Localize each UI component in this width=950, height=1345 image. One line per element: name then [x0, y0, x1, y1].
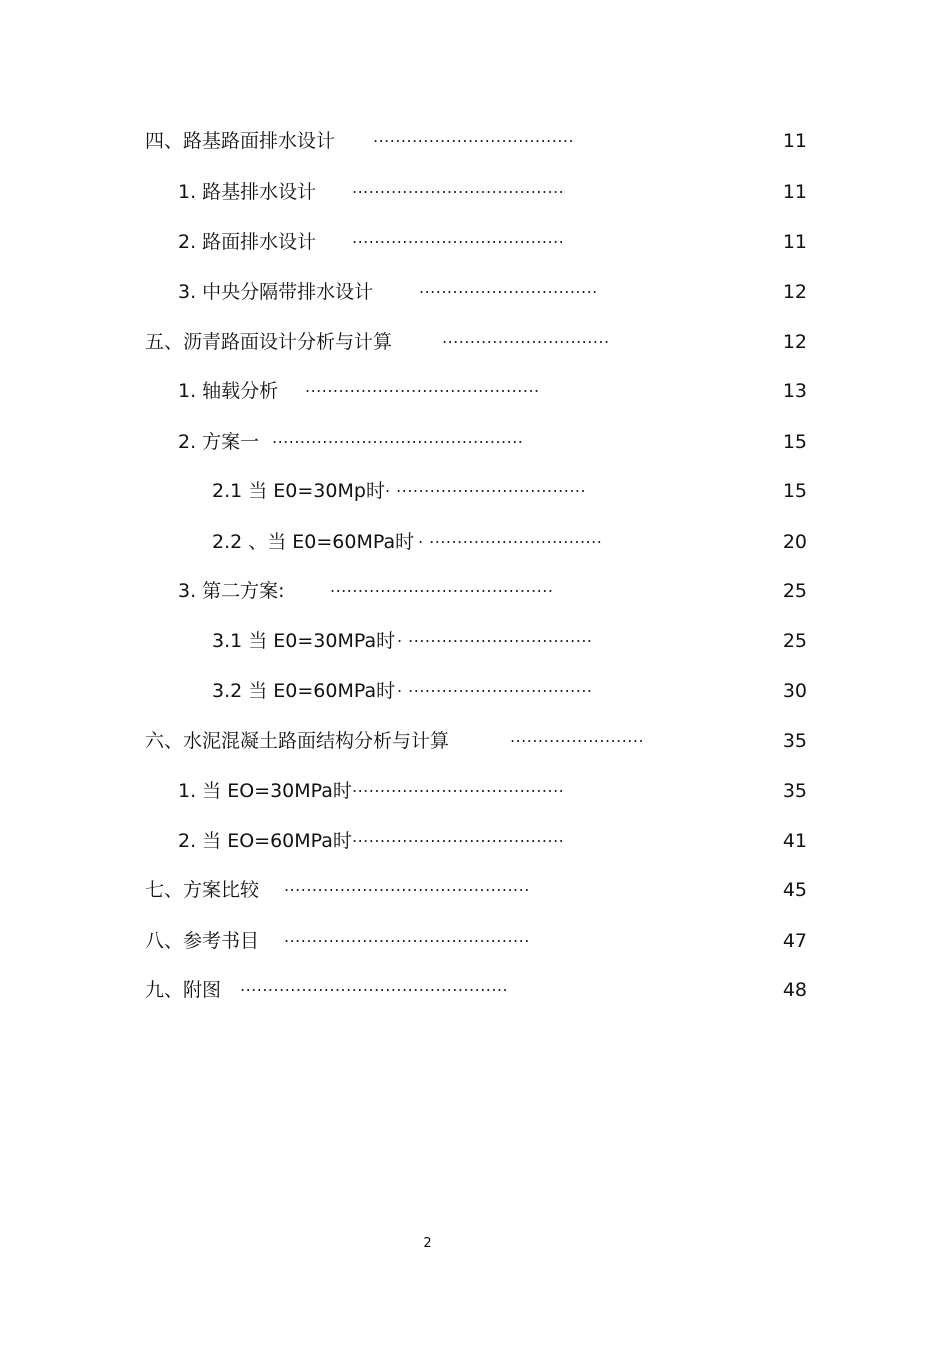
toc-entry-label: 2. 当 EO=60MPa时	[178, 830, 352, 852]
toc-entry[interactable]	[0, 227, 950, 257]
toc-entry-page: 12	[782, 331, 807, 353]
toc-entry-page: 30	[782, 680, 807, 702]
toc-entry-page: 41	[782, 830, 807, 852]
toc-entry-leader: ........................................	[330, 577, 554, 596]
toc-entry-leader: ................................	[419, 278, 598, 297]
toc-entry-label: 3. 第二方案:	[178, 580, 285, 602]
toc-entry-leader: ......................................	[352, 827, 565, 846]
toc-entry-leader: ..........................................	[305, 377, 540, 396]
toc-entry-leader: . .................................	[397, 627, 593, 646]
toc-entry-label: 2. 路面排水设计	[178, 231, 317, 253]
toc-entry[interactable]	[0, 376, 950, 406]
toc-entry[interactable]	[0, 476, 950, 506]
toc-entry-label: 九、附图	[145, 979, 222, 1001]
toc-entry[interactable]	[0, 926, 950, 956]
toc-entry-page: 35	[782, 780, 807, 802]
toc-entry-label: 2.1 当 E0=30Mp时	[212, 480, 385, 502]
toc-entry-leader: ....................................	[373, 127, 575, 146]
toc-entry-page: 47	[782, 930, 807, 952]
toc-entry-label: 1. 轴载分析	[178, 380, 279, 402]
toc-entry-leader: . .................................	[397, 677, 593, 696]
page-number: 2	[423, 1236, 432, 1251]
toc-entry-label: 3.2 当 E0=60MPa时	[212, 680, 396, 702]
toc-entry-label: 1. 当 EO=30MPa时	[178, 780, 352, 802]
toc-entry-page: 45	[782, 879, 807, 901]
toc-entry-label: 3. 中央分隔带排水设计	[178, 281, 374, 303]
toc-entry[interactable]	[0, 975, 950, 1005]
toc-entry-page: 11	[782, 130, 807, 152]
toc-entry[interactable]	[0, 726, 950, 756]
toc-entry-label: 八、参考书目	[145, 930, 260, 952]
toc-entry-leader: ............................................	[284, 876, 530, 895]
toc-entry-leader: ................................................	[240, 976, 509, 995]
toc-entry-label: 1. 路基排水设计	[178, 181, 317, 203]
toc-entry[interactable]	[0, 277, 950, 307]
toc-entry-page: 25	[782, 630, 807, 652]
toc-entry-label: 3.1 当 E0=30MPa时	[212, 630, 396, 652]
toc-entry-label: 六、水泥混凝土路面结构分析与计算	[145, 730, 450, 752]
toc-entry-leader: ......................................	[352, 228, 565, 247]
toc-entry-label: 2. 方案一	[178, 431, 260, 453]
toc-entry-page: 12	[782, 281, 807, 303]
toc-entry-page: 15	[782, 431, 807, 453]
toc-entry-page: 13	[782, 380, 807, 402]
toc-entry-leader: ......................................	[352, 777, 565, 796]
toc-entry[interactable]	[0, 776, 950, 806]
toc-entry[interactable]	[0, 177, 950, 207]
toc-entry[interactable]	[0, 576, 950, 606]
toc-entry-label: 四、路基路面排水设计	[145, 130, 336, 152]
toc-entry-page: 20	[782, 531, 807, 553]
toc-entry-leader: ........................	[510, 727, 645, 746]
toc-entry[interactable]	[0, 327, 950, 357]
toc-entry-page: 15	[782, 480, 807, 502]
toc-entry[interactable]	[0, 126, 950, 156]
toc-entry-leader: ............................................	[284, 927, 530, 946]
toc-entry[interactable]	[0, 875, 950, 905]
toc-entry-label: 2.2 、当 E0=60MPa时	[212, 531, 415, 553]
toc-entry[interactable]	[0, 527, 950, 557]
toc-entry-page: 11	[782, 181, 807, 203]
toc-entry[interactable]	[0, 826, 950, 856]
toc-entry-leader: .............................................	[272, 428, 524, 447]
toc-entry-leader: ..............................	[442, 328, 610, 347]
toc-entry-page: 48	[782, 979, 807, 1001]
toc-entry-page: 11	[782, 231, 807, 253]
toc-entry-label: 五、沥青路面设计分析与计算	[145, 331, 393, 353]
toc-entry-leader: ......................................	[352, 178, 565, 197]
toc-entry-page: 25	[782, 580, 807, 602]
toc-entry-leader: . ..................................	[385, 477, 587, 496]
toc-entry-page: 35	[782, 730, 807, 752]
toc-entry[interactable]	[0, 676, 950, 706]
toc-entry[interactable]	[0, 427, 950, 457]
toc-entry[interactable]	[0, 626, 950, 656]
toc-entry-label: 七、方案比较	[145, 879, 260, 901]
toc-entry-leader: . ...............................	[418, 528, 603, 547]
